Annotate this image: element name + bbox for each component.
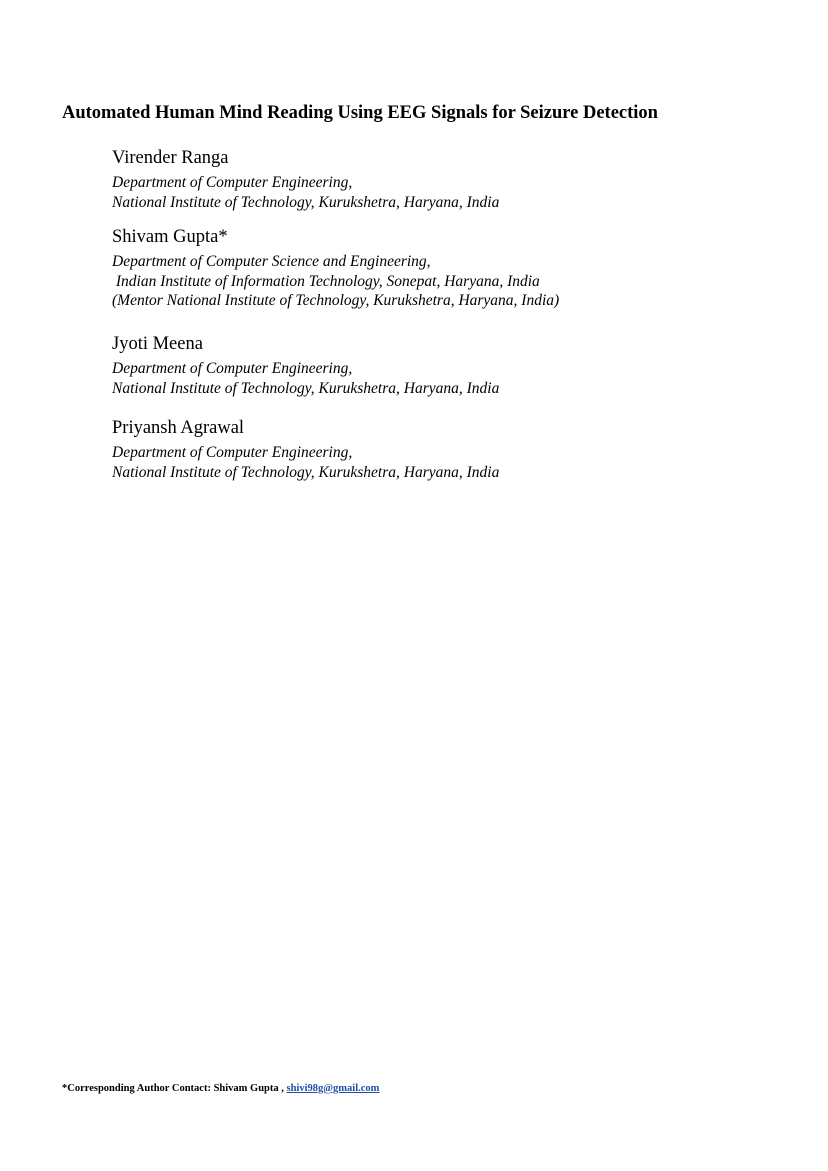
footnote-text: *Corresponding Author Contact: Shivam Gupta , (62, 1083, 287, 1094)
author-affiliation-line: Department of Computer Engineering, (112, 174, 353, 191)
author-name: Jyoti Meena (112, 334, 203, 354)
author-block-1 (112, 146, 499, 212)
author-block-2 (112, 225, 559, 311)
author-name: Virender Ranga (112, 148, 229, 168)
author-affiliation-line: (Mentor National Institute of Technology, Kurukshetra, Haryana, India) (112, 292, 560, 309)
author-affiliation-line: National Institute of Technology, Kurukshetra, Haryana, India (112, 463, 500, 481)
author-name: Priyansh Agrawal (112, 418, 245, 438)
email-link[interactable]: shivi98g@gmail.com (286, 1083, 380, 1094)
author-name: Shivam Gupta* (112, 227, 228, 247)
paper-title: Automated Human Mind Reading Using EEG Signals for Seizure Detection (62, 103, 658, 123)
author-affiliation-line: Department of Computer Engineering, (112, 444, 353, 461)
author-block-4 (112, 416, 499, 482)
author-affiliation-line: Department of Computer Engineering, (112, 360, 353, 377)
author-affiliation-line: National Institute of Technology, Kurukshetra, Haryana, India (112, 379, 500, 397)
author-affiliation-line: Indian Institute of Information Technology, Sonepat, Haryana, India (112, 272, 540, 290)
author-block-3 (112, 332, 499, 398)
author-affiliation-line: Department of Computer Science and Engineering, (112, 253, 431, 270)
author-affiliation-line: National Institute of Technology, Kurukshetra, Haryana, India (112, 193, 500, 211)
corresponding-author-footnote (62, 1082, 379, 1096)
